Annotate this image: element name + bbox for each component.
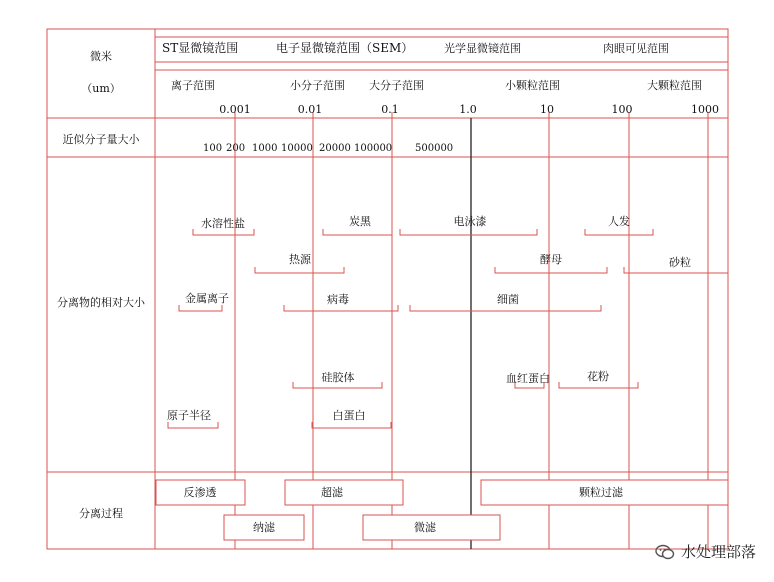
- process-boxes: [156, 480, 728, 540]
- process-microfiltration: 微滤: [414, 521, 436, 534]
- row-header-relative-size: 分离物的相对大小: [57, 296, 145, 309]
- substance-pollen: 花粉: [587, 370, 609, 383]
- microscope-st-range: ST显微镜范围: [162, 41, 239, 55]
- substance-metal-ion: 金属离子: [185, 292, 229, 305]
- row-header-molecular-weight: 近似分子量大小: [62, 133, 140, 146]
- substance-paint: 电泳漆: [453, 215, 487, 228]
- scale-range-large-particle: 大颗粒范围: [647, 79, 702, 92]
- row-header-separation-process: 分离过程: [79, 507, 123, 520]
- substance-atomic-radius: 原子半径: [167, 409, 211, 422]
- mw-value: 100000: [354, 143, 393, 154]
- substance-carbon-black: 炭黑: [349, 215, 371, 228]
- substance-yeast: 酵母: [540, 253, 562, 266]
- substance-albumin: 白蛋白: [332, 409, 366, 422]
- process-ultrafiltration: 超滤: [321, 486, 343, 499]
- microscope-optical-range: 光学显微镜范围: [444, 42, 521, 55]
- scale-range-macromolecule: 大分子范围: [369, 79, 424, 92]
- process-nanofiltration: 纳滤: [253, 521, 275, 534]
- substance-virus: 病毒: [327, 293, 349, 306]
- mw-value: 20000: [319, 143, 351, 154]
- scale-range-small-particle: 小颗粒范围: [505, 79, 560, 92]
- wechat-icon: [655, 544, 675, 560]
- scale-tick: 100: [611, 103, 633, 116]
- substance-colloidal-silica: 硅胶体: [321, 371, 355, 384]
- scale-tick: 1000: [691, 103, 719, 116]
- row-header-unit: （um）: [81, 82, 121, 95]
- substance-bacteria: 细菌: [497, 293, 519, 306]
- row-header-micron: 微米: [90, 50, 112, 63]
- substance-aqueous-salt: 水溶性盐: [201, 217, 245, 230]
- scale-tick: 10: [540, 103, 554, 116]
- mw-value: 500000: [415, 143, 454, 154]
- mw-value: 10000: [281, 143, 313, 154]
- scale-tick: 0.1: [381, 103, 399, 116]
- microscope-sem-range: 电子显微镜范围（SEM）: [276, 41, 414, 55]
- process-particle-filtration: 颗粒过滤: [579, 486, 623, 499]
- scale-tick: 1.0: [459, 103, 477, 116]
- scale-range-ion: 离子范围: [171, 79, 215, 92]
- substance-pyrogen: 热源: [289, 253, 311, 266]
- range-bars: [168, 229, 728, 428]
- scale-tick: 0.001: [219, 103, 251, 116]
- substance-human-hair: 人发: [608, 215, 630, 228]
- scale-range-small-molecule: 小分子范围: [290, 79, 345, 92]
- substance-sand: 砂粒: [669, 256, 691, 269]
- microscope-naked-eye-range: 肉眼可见范围: [603, 42, 669, 55]
- mw-value: 1000: [252, 143, 278, 154]
- mw-value: 200: [226, 143, 246, 154]
- mw-value: 100: [203, 143, 223, 154]
- process-reverse-osmosis: 反渗透: [183, 486, 217, 499]
- watermark-text: 水处理部落: [680, 543, 756, 561]
- scale-tick: 0.01: [297, 103, 323, 116]
- watermark: [655, 541, 756, 562]
- substance-hemoglobin: 血红蛋白: [506, 372, 550, 385]
